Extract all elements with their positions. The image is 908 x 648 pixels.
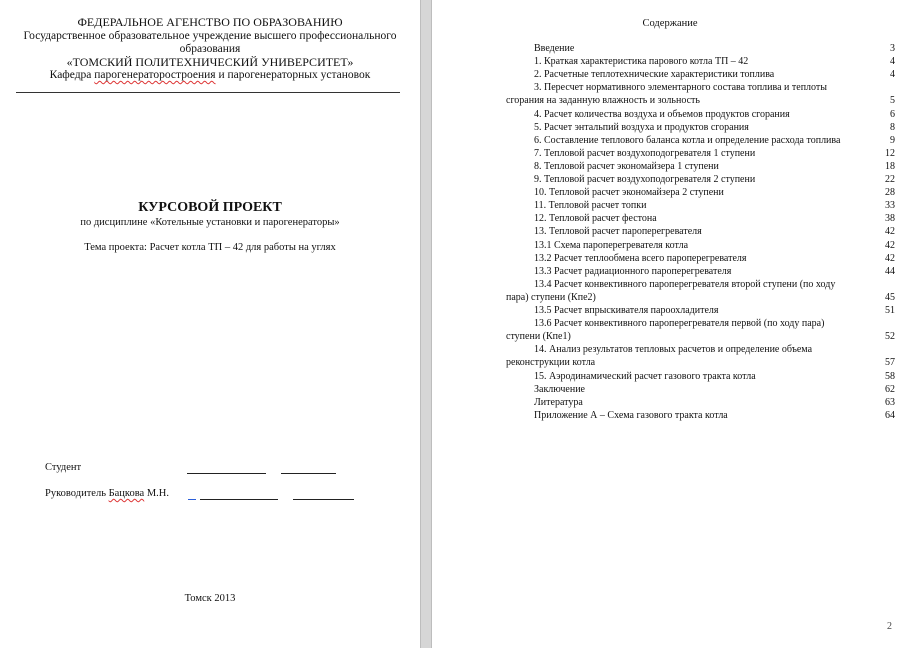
page-number: 2 [887,621,892,632]
toc-entry[interactable] [534,317,895,330]
toc-entry-text: Введение [534,43,575,54]
toc-entry[interactable] [534,252,895,265]
toc-entry[interactable] [534,147,895,160]
toc-entry-text: 13.2 Расчет теплообмена всего пароперегревателя [534,252,747,264]
toc-entry[interactable] [534,239,895,252]
department-prefix: Кафедра [49,69,95,81]
toc-entry-text: 13.1 Схема пароперегревателя котла [534,239,689,251]
toc-entry[interactable] [534,68,895,81]
toc-entry-text: 11. Тепловой расчет топки [534,200,647,212]
toc-title: Содержание [642,18,698,29]
toc-entry-continuation[interactable] [506,291,895,304]
toc-entry-continuation[interactable] [506,356,895,369]
toc-entry-page: 22 [885,174,895,185]
toc-entry-text: Приложение А – Схема газового тракта котла [534,409,728,421]
title-page [0,0,420,648]
toc-entry-page: 64 [885,409,895,421]
toc-entry-text: 13.5 Расчет впрыскивателя пароохладителя [534,305,719,316]
agency-name: ФЕДЕРАЛЬНОЕ АГЕНСТВО ПО ОБРАЗОВАНИЮ [77,15,343,29]
toc-entry[interactable] [534,370,895,383]
toc-entry-text: Заключение [534,383,585,395]
city-year: Томск 2013 [184,593,236,604]
toc-entry-page: 52 [885,331,895,343]
toc-entry-page: 18 [885,160,895,172]
toc-entry[interactable] [534,304,895,317]
toc-entry[interactable] [534,134,895,147]
toc-entry-text: 4. Расчет количества воздуха и объемов продуктов сгорания [534,108,790,120]
toc-entry-text: 2. Расчетные теплотехнические характеристики топлива [534,69,775,81]
toc-entry-page: 42 [885,239,895,251]
page-separator [420,0,432,648]
supervisor-initials: М.Н. [144,488,170,499]
toc-entry[interactable] [534,81,895,94]
toc-entry-page: 44 [885,265,895,277]
supervisor-label [45,488,169,500]
toc-entry-text: сгорания на заданную влажность и зольность [506,95,700,107]
toc-entry-page: 62 [885,383,895,395]
toc-entry-page: 5 [890,95,895,107]
toc-entry-text: реконструкции котла [506,357,596,369]
supervisor-signature-line [200,499,278,500]
supervisor-blue-mark [188,499,196,500]
supervisor-date-line [293,499,354,500]
toc-entry-text: 8. Тепловой расчет экономайзера 1 ступени [534,160,719,172]
header-rule [16,92,400,93]
toc-entry-text: 9. Тепловой расчет воздухоподогревателя 2 ступени [534,174,756,185]
toc-entry-page: 12 [885,147,895,159]
discipline: по дисциплине «Котельные установки и парогенераторы» [80,217,340,228]
institution-line2: образования [179,43,241,55]
toc-entry-page: 28 [885,187,895,199]
toc-entry-text: 12. Тепловой расчет фестона [534,213,657,225]
toc-entry[interactable] [534,396,895,409]
toc-entry-page: 3 [890,43,895,54]
toc-entry-text: 1. Краткая характеристика парового котла ТП – 42 [534,56,749,68]
toc-entry[interactable] [534,42,895,55]
toc-entry-page: 8 [890,121,895,133]
student-date-line [281,473,336,474]
department-suffix: и парогенераторных установок [215,69,371,81]
toc-entry[interactable] [534,55,895,68]
document-title: КУРСОВОЙ ПРОЕКТ [138,200,282,215]
toc-entry-text: 7. Тепловой расчет воздухоподогревателя 1 ступени [534,147,756,159]
toc-entry[interactable] [534,409,895,422]
toc-entry[interactable] [534,343,895,356]
toc-entry-page: 4 [890,69,895,81]
student-label: Студент [45,462,82,473]
toc-entry-text: 13.4 Расчет конвективного пароперегревателя второй ступени (по ходу [534,278,836,290]
toc-entry-page: 42 [885,252,895,264]
contents-page [432,0,908,648]
toc-entry[interactable] [534,186,895,199]
toc-entry-text: 5. Расчет энтальпий воздуха и продуктов сгорания [534,121,749,133]
toc-entry-text: 13.3 Расчет радиационного пароперегревателя [534,265,732,277]
toc-entry-text: 13. Тепловой расчет пароперегревателя [534,226,702,238]
toc-entry-page: 33 [885,200,895,212]
toc-entry-page: 42 [885,226,895,238]
toc-entry-continuation[interactable] [506,330,895,343]
university-name: «ТОМСКИЙ ПОЛИТЕХНИЧЕСКИЙ УНИВЕРСИТЕТ» [66,55,354,69]
toc-entry-page: 4 [890,56,895,68]
toc-entry-text: 14. Анализ результатов тепловых расчетов и определение объема [534,344,813,356]
toc-entry[interactable] [534,199,895,212]
project-topic: Тема проекта: Расчет котла ТП – 42 для работы на углях [84,242,336,253]
department-word: парогенераторостроения [94,69,216,81]
toc-entry[interactable] [534,212,895,225]
toc-entry[interactable] [534,278,895,291]
toc-entry[interactable] [534,265,895,278]
toc-entry-continuation[interactable] [506,94,895,107]
toc-entry[interactable] [534,225,895,238]
student-signature-line [187,473,266,474]
toc-entry-text: Литература [534,396,583,408]
supervisor-prefix: Руководитель [45,488,109,499]
toc-entry[interactable] [534,108,895,121]
toc-entry-page: 63 [885,396,895,408]
toc-entry[interactable] [534,383,895,396]
toc-entry-text: 10. Тепловой расчет экономайзера 2 ступени [534,187,724,199]
toc-entry[interactable] [534,160,895,173]
toc-entry[interactable] [534,121,895,134]
toc-entry-page: 45 [885,291,895,303]
institution-line1: Государственное образовательное учреждение высшего профессионального [23,30,397,42]
toc-entry-page: 9 [890,134,895,146]
toc-entry[interactable] [534,173,895,186]
toc-entry-text: ступени (Кпе1) [506,331,571,343]
department-name [0,69,420,82]
toc-entry-page: 57 [885,357,895,369]
toc-entry-page: 51 [885,305,895,316]
toc-entry-text: 13.6 Расчет конвективного пароперегревателя первой (по ходу пара) [534,318,825,330]
toc-entry-text: 15. Аэродинамический расчет газового тракта котла [534,370,756,382]
supervisor-surname: Бацкова [108,488,145,499]
toc-entry-text: пара) ступени (Кпе2) [506,291,596,303]
toc-entry-page: 38 [885,213,895,225]
toc-entry-page: 6 [890,108,895,120]
toc-entry-text: 6. Составление теплового баланса котла и определение расхода топлива [534,134,841,146]
toc-entry-text: 3. Пересчет нормативного элементарного состава топлива и теплоты [534,82,828,94]
toc-entry-page: 58 [885,370,895,382]
